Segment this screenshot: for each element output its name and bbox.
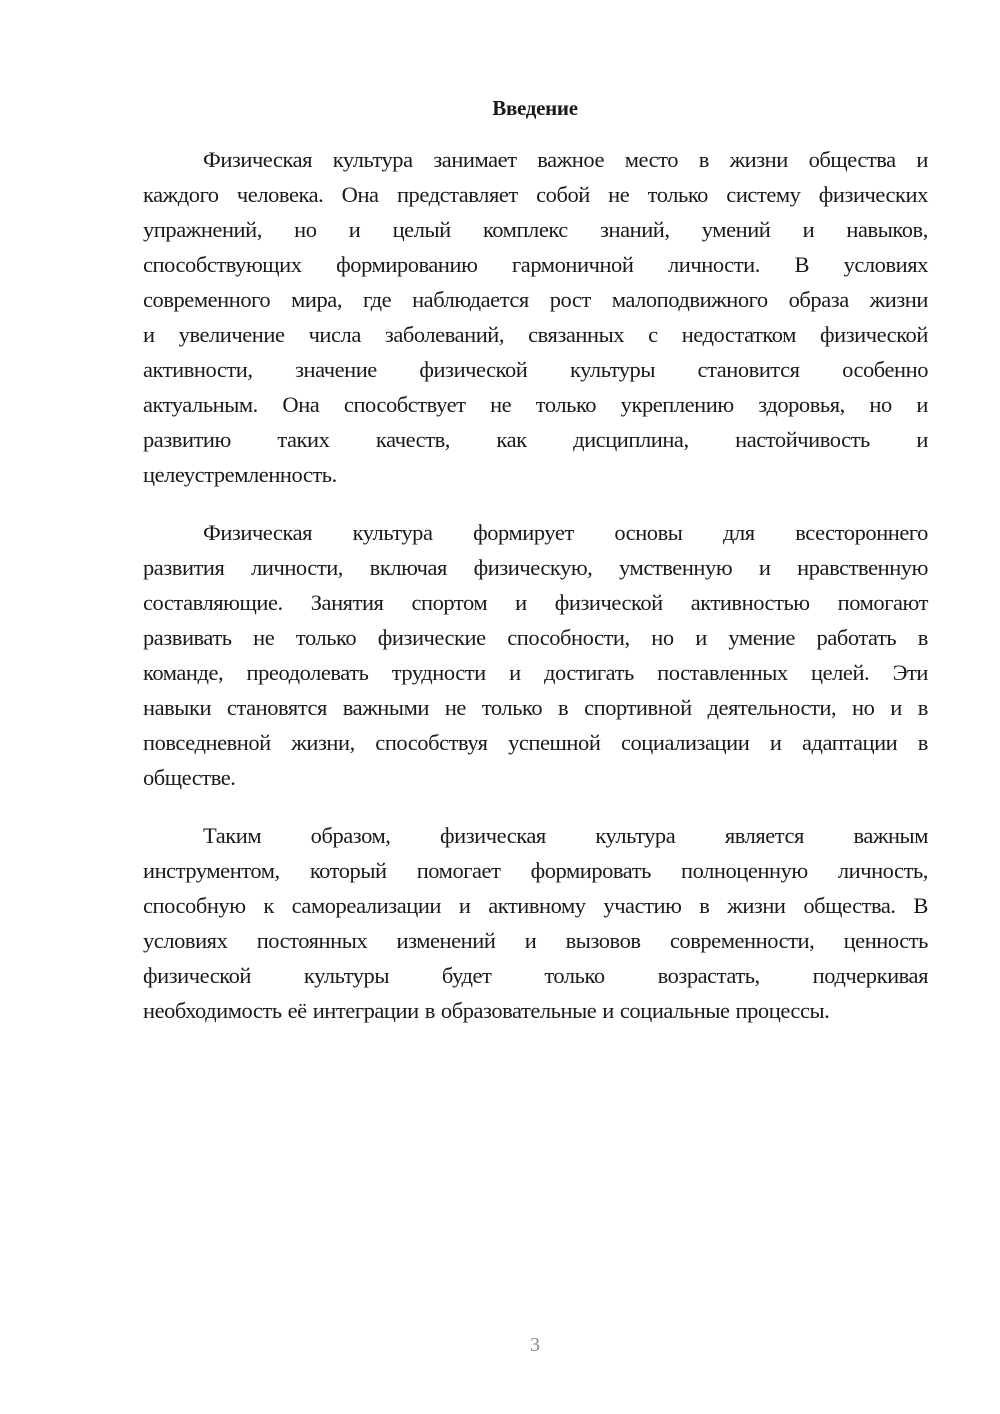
word: человека. (236, 182, 324, 207)
word: важными (342, 695, 429, 720)
word: важным (853, 823, 928, 848)
word: жизни (869, 287, 928, 312)
word: физическую, (473, 555, 593, 580)
word: культуры (569, 357, 655, 382)
word: и (916, 147, 928, 172)
paragraph-line (143, 818, 928, 853)
word: жизни (729, 147, 788, 172)
word: способствуя (375, 730, 488, 755)
word: формированию (336, 252, 478, 277)
word: только (295, 625, 357, 650)
word: способствует (343, 392, 466, 417)
paragraph-line (143, 853, 928, 888)
word: и (758, 555, 771, 580)
word: формирует (473, 520, 574, 545)
word: где (362, 287, 392, 312)
word: целей. (811, 660, 870, 685)
paragraph-3 (143, 818, 928, 1028)
word: помогает (416, 858, 501, 883)
word: представляет (396, 182, 518, 207)
paragraph-line (143, 352, 928, 387)
word: постоянных (256, 928, 368, 953)
word: современности, (669, 928, 815, 953)
word: и (509, 660, 521, 685)
word: становится (697, 357, 800, 382)
word: образом, (310, 823, 391, 848)
word: в (917, 625, 928, 650)
word: составляющие. (143, 590, 283, 615)
word: основы (614, 520, 683, 545)
word: для (723, 520, 755, 545)
word: и (524, 928, 537, 953)
word: адаптации (801, 730, 898, 755)
word: связанных (528, 322, 625, 347)
word: участию (603, 893, 682, 918)
word: культура (595, 823, 676, 848)
word: полноценную (681, 858, 808, 883)
word: её (287, 998, 307, 1023)
word: и (769, 730, 782, 755)
paragraph-2 (143, 515, 928, 795)
paragraph-line (143, 282, 928, 317)
paragraph-line (143, 142, 928, 177)
word: Занятия (310, 590, 384, 615)
paragraph-line (143, 993, 928, 1028)
word: но (852, 695, 875, 720)
word: развивать (143, 625, 232, 650)
word: достигать (544, 660, 634, 685)
paragraph-line (143, 550, 928, 585)
paragraph-line (143, 923, 928, 958)
word: но (651, 625, 674, 650)
word: возрастать, (657, 963, 760, 988)
word: условиях (843, 252, 928, 277)
word: физическая (439, 823, 546, 848)
paragraph-line (143, 387, 928, 422)
word: в (917, 730, 928, 755)
word: способности, (507, 625, 630, 650)
word: только (647, 182, 708, 207)
word: таких (277, 427, 330, 452)
word: не (444, 695, 466, 720)
word: культура (332, 147, 413, 172)
word: рост (549, 287, 591, 312)
word: не (253, 625, 275, 650)
word: и (890, 695, 902, 720)
word: и (916, 392, 928, 417)
word: формировать (530, 858, 651, 883)
word: физической (419, 357, 528, 382)
word: умение (728, 625, 795, 650)
word: успешной (508, 730, 601, 755)
word: и (143, 322, 155, 347)
word: и (802, 217, 815, 242)
word: является (724, 823, 804, 848)
word: Она (341, 182, 379, 207)
word: способствующих (143, 252, 302, 277)
paragraph-line (143, 888, 928, 923)
word: не (490, 392, 512, 417)
paragraph-line (143, 725, 928, 760)
word: числа (308, 322, 361, 347)
word: к (263, 893, 274, 918)
word: комплекс (482, 217, 568, 242)
word: особенно (842, 357, 928, 382)
word: Физическая (203, 147, 313, 172)
word: социализации (620, 730, 750, 755)
word: общества (808, 147, 896, 172)
word: интеграции (312, 998, 419, 1023)
word: команде, (143, 660, 224, 685)
word: малоподвижного (611, 287, 768, 312)
paragraph-line (143, 655, 928, 690)
word: работать (816, 625, 897, 650)
word: только (544, 963, 605, 988)
word: самореализации (291, 893, 442, 918)
word: физических (818, 182, 928, 207)
word: становятся (226, 695, 327, 720)
word: знаний, (600, 217, 670, 242)
word: образа (788, 287, 849, 312)
word: гармоничной (512, 252, 634, 277)
word: развитию (143, 427, 231, 452)
word: изменений (396, 928, 496, 953)
word: личности, (251, 555, 343, 580)
word: будет (441, 963, 492, 988)
word: В (794, 252, 809, 277)
word: процессы. (735, 998, 830, 1023)
word: способную (143, 893, 246, 918)
word: настойчивость (735, 427, 870, 452)
word: увеличение (178, 322, 285, 347)
word: целый (392, 217, 451, 242)
word: культура (352, 520, 433, 545)
word: в (699, 893, 710, 918)
word: развития (143, 555, 225, 580)
word: социальные (619, 998, 730, 1023)
word: умственную (619, 555, 733, 580)
paragraph-line (143, 317, 928, 352)
word: ценность (843, 928, 928, 953)
word: В (913, 893, 928, 918)
word: мира, (291, 287, 343, 312)
word: спортом (411, 590, 488, 615)
paragraph-line (143, 247, 928, 282)
word: собой (536, 182, 590, 207)
word: укреплению (620, 392, 734, 417)
word: образовательные (440, 998, 597, 1023)
word: повседневной (143, 730, 271, 755)
word: в (698, 147, 709, 172)
paragraph-line (143, 212, 928, 247)
word: обществе. (143, 765, 236, 790)
word: умений (701, 217, 771, 242)
word: важное (537, 147, 604, 172)
word: и (602, 998, 614, 1023)
word: с (648, 322, 658, 347)
word: только (481, 695, 543, 720)
word: в (917, 695, 928, 720)
word: активности, (143, 357, 253, 382)
word: и (458, 893, 471, 918)
word: и (695, 625, 707, 650)
word: поставленных (657, 660, 788, 685)
paragraph-line (143, 422, 928, 457)
word: навыков, (846, 217, 928, 242)
word: культуры (303, 963, 389, 988)
word: Физическая (203, 520, 313, 545)
word: общества. (803, 893, 896, 918)
word: дисциплина, (573, 427, 689, 452)
word: только (535, 392, 597, 417)
paragraph-line (143, 620, 928, 655)
word: занимает (433, 147, 517, 172)
word: наблюдается (412, 287, 529, 312)
paragraph-line (143, 515, 928, 550)
page-number: 3 (530, 1334, 540, 1356)
word: который (309, 858, 387, 883)
word: место (624, 147, 678, 172)
paragraph-line (143, 958, 928, 993)
word: личность, (837, 858, 928, 883)
word: здоровья, (758, 392, 845, 417)
word: не (608, 182, 630, 207)
word: необходимость (143, 998, 282, 1023)
word: включая (369, 555, 447, 580)
word: но (294, 217, 317, 242)
word: физической (819, 322, 928, 347)
word: как (496, 427, 527, 452)
word: спортивной (584, 695, 692, 720)
word: недостатком (681, 322, 796, 347)
word: подчеркивая (812, 963, 928, 988)
word: физической (554, 590, 663, 615)
word: навыки (143, 695, 212, 720)
section-title: Введение (492, 96, 578, 120)
word: физической (143, 963, 251, 988)
paragraph-line (143, 585, 928, 620)
paragraph-line (143, 177, 928, 212)
word: упражнений, (143, 217, 262, 242)
word: качеств, (375, 427, 450, 452)
word: физические (377, 625, 486, 650)
word: Она (282, 392, 320, 417)
word: Таким (203, 823, 262, 848)
word: всестороннего (795, 520, 928, 545)
word: жизни (727, 893, 786, 918)
word: и (916, 427, 928, 452)
word: систему (726, 182, 801, 207)
word: целеустремленность. (143, 462, 337, 487)
word: актуальным. (143, 392, 258, 417)
word: преодолевать (246, 660, 369, 685)
word: инструментом, (143, 858, 280, 883)
word: вызовов (565, 928, 641, 953)
word: активному (488, 893, 586, 918)
word: современного (143, 287, 271, 312)
word: условиях (143, 928, 228, 953)
word: трудности (391, 660, 486, 685)
word: в (424, 998, 435, 1023)
paragraph-line (143, 760, 928, 795)
word: и (348, 217, 361, 242)
word: Эти (892, 660, 928, 685)
word: в (558, 695, 569, 720)
word: и (515, 590, 527, 615)
word: личности. (668, 252, 760, 277)
word: каждого (143, 182, 219, 207)
paragraph-line (143, 690, 928, 725)
word: заболеваний, (384, 322, 505, 347)
word: активностью (690, 590, 810, 615)
word: но (869, 392, 892, 417)
word: жизни, (291, 730, 355, 755)
word: нравственную (797, 555, 928, 580)
paragraph-line (143, 457, 928, 492)
word: деятельности, (707, 695, 837, 720)
paragraph-1 (143, 142, 928, 492)
word: помогают (837, 590, 928, 615)
word: значение (295, 357, 377, 382)
